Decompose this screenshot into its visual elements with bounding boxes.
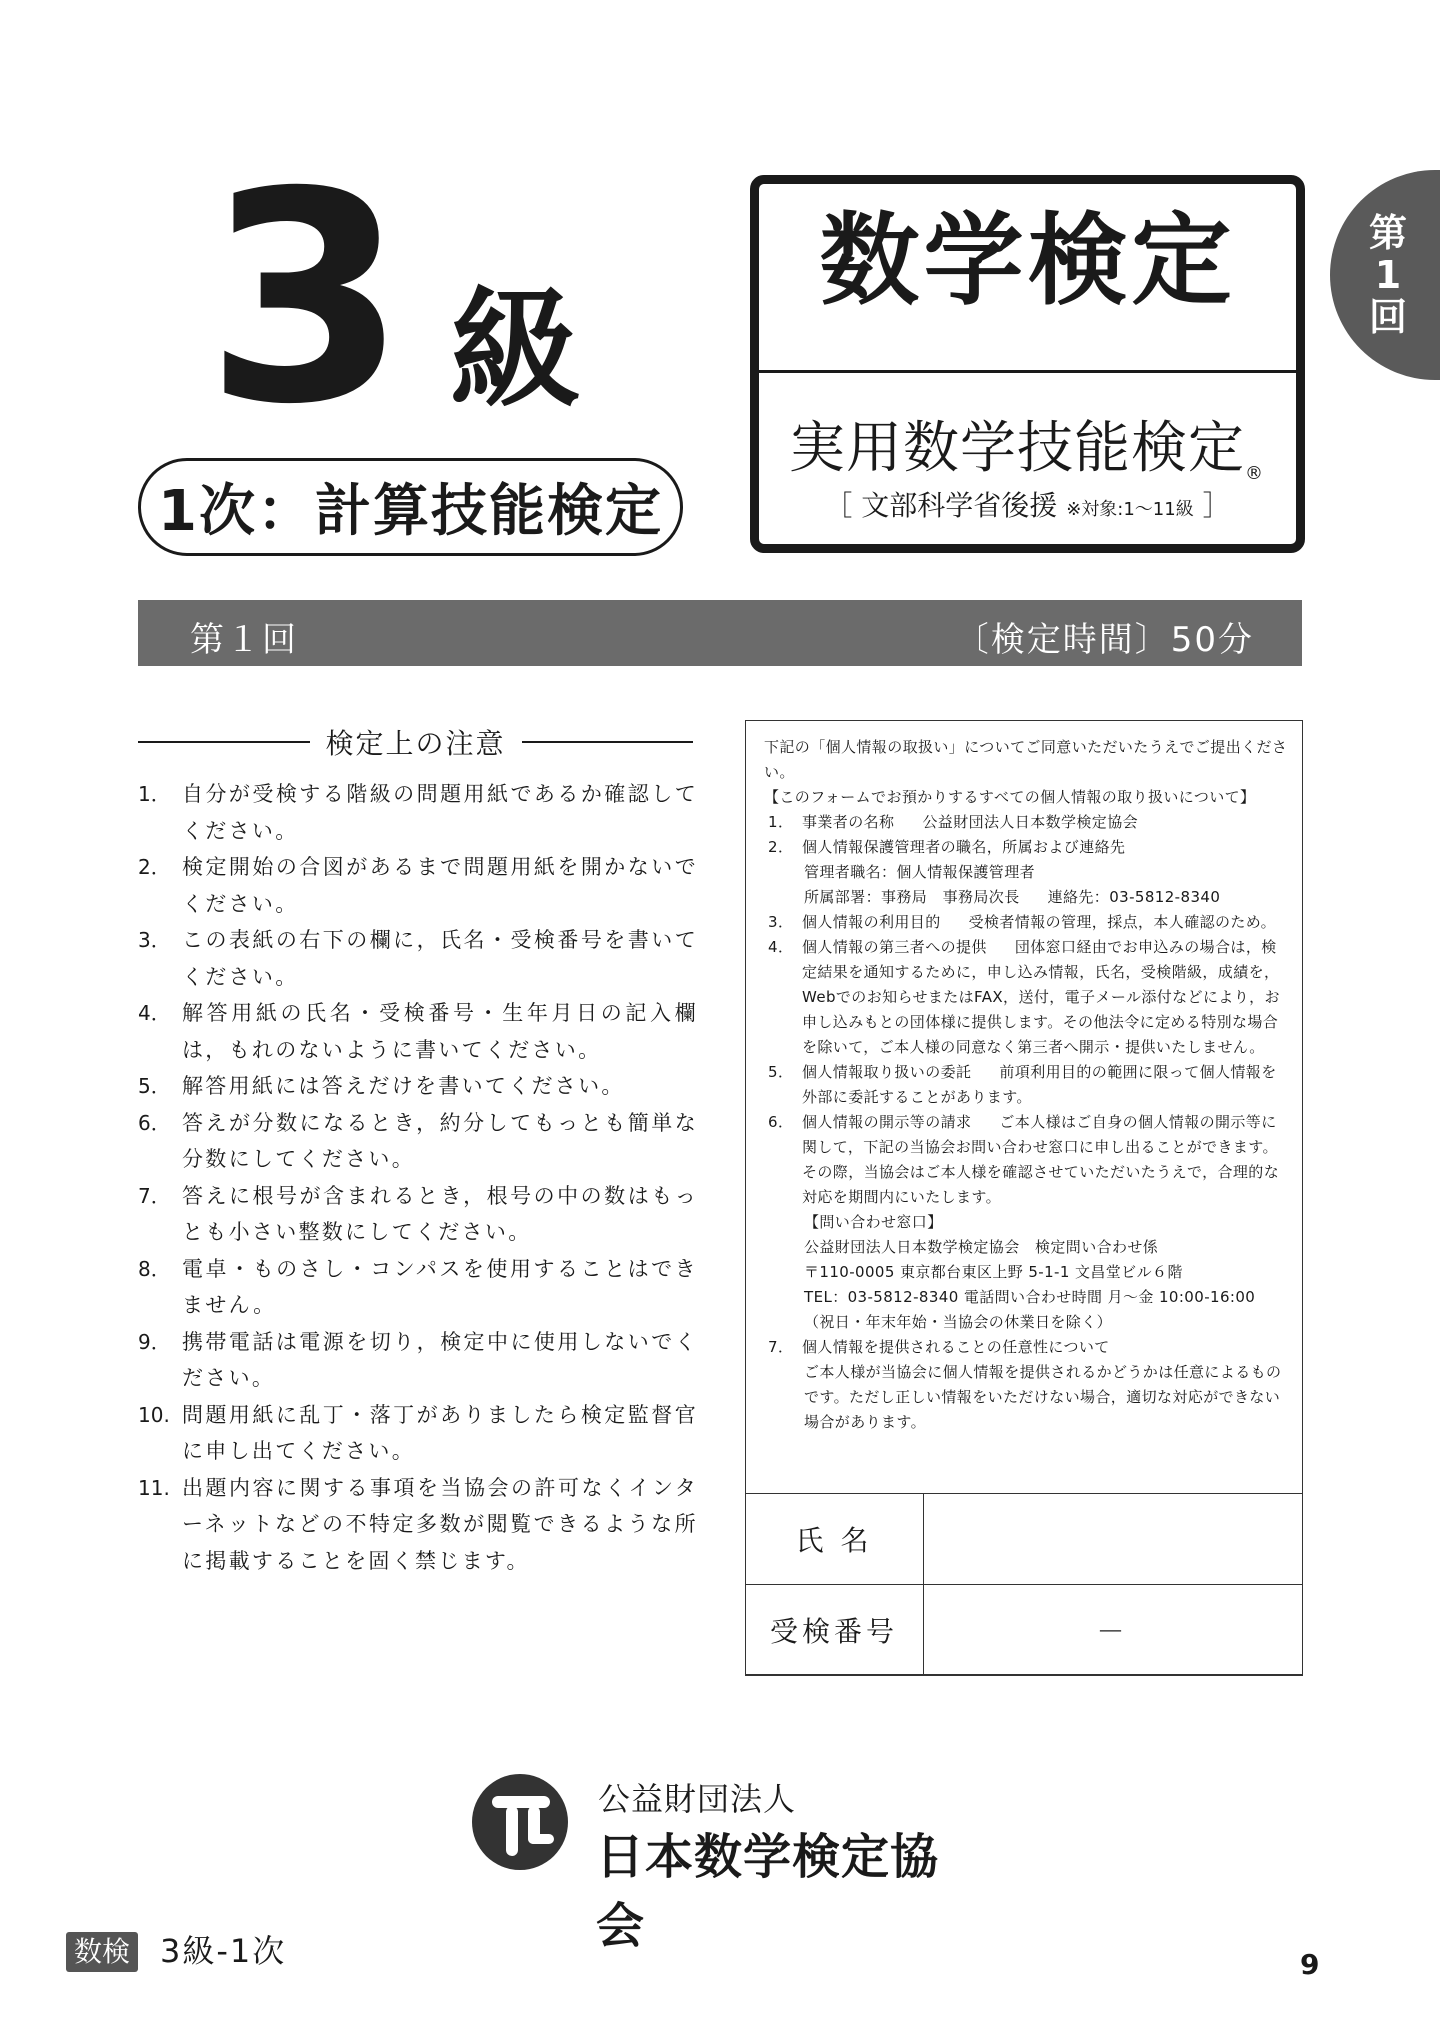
privacy-department: 所属部署：事務局 事務局次長 <box>804 888 1020 906</box>
list-item <box>138 1178 698 1251</box>
privacy-item-text: ご本人様はご自身の個人情報の開示等に関して，下記の当協会お問い合わせ窓口に申し出ることができます。その際，当協会はご本人様を確認させていただいたうえで，合理的な対応を期間内にいたします。 <box>802 1113 1280 1206</box>
privacy-phone: 連絡先：03-5812-8340 <box>1047 888 1221 906</box>
privacy-item-label: 個人情報の開示等の請求 <box>802 1113 972 1131</box>
privacy-item-number: 4． <box>768 938 794 956</box>
exam-title: 数学検定 <box>819 202 1236 319</box>
note-text: 出題内容に関する事項を当協会の許可なくインターネットなどの不特定多数が閲覧できるような所に掲載することを固く禁じます。 <box>182 1475 698 1573</box>
footer-badge: 数検 <box>66 1932 138 1972</box>
privacy-intro: 下記の「個人情報の取扱い」についてご同意いただいたうえでご提出ください。 <box>764 738 1288 781</box>
list-item <box>138 1251 698 1324</box>
note-text: 自分が受検する階級の問題用紙であるか確認してください。 <box>182 782 698 843</box>
list-item <box>138 776 698 849</box>
footer-grade: 3級-1次 <box>160 1932 287 1970</box>
list-item <box>138 995 698 1068</box>
note-number: 2． <box>138 855 171 879</box>
privacy-item-label: 個人情報の利用目的 <box>802 913 941 931</box>
exam-number-field[interactable]: － <box>923 1585 1302 1676</box>
privacy-item-text: 前項利用目的の範囲に限って個人情報を外部に委託することがあります。 <box>802 1063 1277 1106</box>
logo-org-name: 日本数学検定協会 <box>596 1829 940 1954</box>
contact-org: 公益財団法人日本数学検定協会 検定問い合わせ係 <box>804 1238 1159 1256</box>
privacy-item-1 <box>764 810 1288 835</box>
grade-kyu-label: 級 <box>450 274 581 426</box>
privacy-item-label: 個人情報の第三者への提供 <box>802 938 987 956</box>
privacy-item-7 <box>764 1335 1288 1360</box>
exam-box-divider <box>759 370 1296 373</box>
list-item <box>138 922 698 995</box>
list-item <box>138 1397 698 1470</box>
list-item <box>138 1470 698 1580</box>
note-text: 解答用紙には答えだけを書いてください。 <box>182 1074 625 1098</box>
note-text: 答えが分数になるとき，約分してもっとも簡単な分数にしてください。 <box>182 1110 698 1171</box>
privacy-item-number: 5． <box>768 1063 794 1081</box>
note-number: 9． <box>138 1329 171 1354</box>
association-logo <box>470 1768 970 1954</box>
privacy-item-text: 個人情報保護管理者の職名，所属および連絡先 <box>802 838 1126 856</box>
privacy-item-text: 公益財団法人日本数学検定協会 <box>922 813 1139 831</box>
exam-official-name-text: 実用数学技能検定 <box>789 416 1245 481</box>
note-number: 1． <box>138 782 171 806</box>
exam-support-text: ［ 文部科学省後援 <box>824 489 1067 522</box>
note-text: 問題用紙に乱丁・落丁がありましたら検定監督官に申し出てください。 <box>182 1402 698 1463</box>
list-item <box>138 1068 698 1105</box>
note-text: 解答用紙の氏名・受検番号・生年月日の記入欄は，もれのないように書いてください。 <box>182 1001 698 1062</box>
privacy-item-number: 7． <box>768 1338 794 1356</box>
exam-subtitle: 1次：計算技能検定 <box>138 458 683 556</box>
name-label: 氏 名 <box>745 1494 923 1585</box>
exam-duration: 〔検定時間〕50分 <box>954 620 1254 660</box>
privacy-item-5 <box>764 1060 1288 1110</box>
registered-mark: ® <box>1245 463 1264 484</box>
privacy-item-2-manager: 管理者職名：個人情報保護管理者 <box>804 863 1036 881</box>
contact-note: （祝日・年末年始・当協会の休業日を除く） <box>804 1313 1113 1331</box>
privacy-item-2 <box>764 835 1288 860</box>
contact-tel: TEL：03-5812-8340 電話問い合わせ時間 月〜金 10:00-16:00 <box>804 1288 1256 1306</box>
note-number: 4． <box>138 1001 171 1025</box>
association-logo-icon <box>470 1772 570 1872</box>
privacy-item-number: 2． <box>768 838 794 856</box>
privacy-item-label: 個人情報を提供されることの任意性について <box>802 1338 1110 1356</box>
note-number: 3． <box>138 928 171 952</box>
privacy-item-2-contact <box>764 885 1288 910</box>
notes-heading <box>138 722 693 762</box>
heading-rule-right <box>522 741 694 743</box>
session-tab <box>1330 170 1440 380</box>
exam-official-name <box>789 404 1264 484</box>
note-text: 電卓・ものさし・コンパスを使用することはできません。 <box>182 1256 698 1317</box>
table-row <box>745 1585 1302 1676</box>
privacy-item-4 <box>764 935 1288 1060</box>
grade-number: 3 <box>205 131 401 468</box>
note-number: 8． <box>138 1256 171 1281</box>
logo-org-type: 公益財団法人 <box>598 1780 797 1818</box>
privacy-item-number: 3． <box>768 913 794 931</box>
privacy-item-label: 個人情報取り扱いの委託 <box>802 1063 972 1081</box>
privacy-item-6 <box>764 1110 1288 1210</box>
notes-heading-text: 検定上の注意 <box>325 727 506 760</box>
list-item <box>138 1105 698 1178</box>
privacy-item-text: 受検者情報の管理，採点，本人確認のため。 <box>968 913 1277 931</box>
exam-title-box <box>750 175 1305 553</box>
exam-support-close: ］ <box>1193 489 1231 522</box>
note-number: 6． <box>138 1110 171 1135</box>
privacy-item-label: 事業者の名称 <box>802 813 895 831</box>
contact-heading: 【問い合わせ窓口】 <box>804 1213 943 1231</box>
session-bar <box>138 600 1302 666</box>
contact-address: 〒110-0005 東京都台東区上野 5-1-1 文昌堂ビル６階 <box>804 1263 1183 1281</box>
session-number: 第１回 <box>190 620 298 660</box>
privacy-notice-text <box>764 735 1288 1435</box>
session-tab-label: 第1回 <box>1368 211 1407 339</box>
note-text: 検定開始の合図があるまで問題用紙を開かないでください。 <box>182 855 698 916</box>
table-row <box>745 1494 1302 1585</box>
privacy-heading: 【このフォームでお預かりするすべての個人情報の取り扱いについて】 <box>764 788 1256 806</box>
privacy-item-number: 1． <box>768 813 794 831</box>
name-field[interactable] <box>923 1494 1302 1585</box>
note-text: この表紙の右下の欄に，氏名・受検番号を書いてください。 <box>182 928 698 989</box>
list-item <box>138 849 698 922</box>
privacy-item-text: 団体窓口経由でお申込みの場合は，検定結果を通知するために，申し込み情報，氏名，受検階級，成績を，Webでのお知らせまたはFAX，送付，電子メール添付などにより，お申し込みもとの団体様に提供します。その他法令に定める特別な場合を除いて，ご本人様の同意なく第三者へ開示・提供いたしません。 <box>802 938 1280 1056</box>
exam-support-line <box>759 484 1296 524</box>
note-number: 5． <box>138 1074 171 1098</box>
heading-rule-left <box>138 741 310 743</box>
notes-list <box>138 776 698 1579</box>
note-number: 10. <box>138 1402 170 1427</box>
privacy-item-number: 6． <box>768 1113 794 1131</box>
page-number: 9 <box>1300 1948 1320 1981</box>
candidate-info-table <box>745 1493 1303 1676</box>
note-number: 11. <box>138 1475 170 1500</box>
privacy-notice-box <box>745 720 1303 1675</box>
note-text: 携帯電話は電源を切り，検定中に使用しないでください。 <box>182 1329 698 1390</box>
note-number: 7． <box>138 1183 171 1208</box>
privacy-item-7-text: ご本人様が当協会に個人情報を提供されるかどうかは任意によるものです。ただし正しい情報をいただけない場合，適切な対応ができない場合があります。 <box>804 1363 1282 1431</box>
exam-support-note: ※対象:1〜11級 <box>1066 499 1194 520</box>
note-text: 答えに根号が含まれるとき，根号の中の数はもっとも小さい整数にしてください。 <box>182 1183 698 1244</box>
exam-number-label: 受検番号 <box>745 1585 923 1676</box>
list-item <box>138 1324 698 1397</box>
privacy-item-3 <box>764 910 1288 935</box>
